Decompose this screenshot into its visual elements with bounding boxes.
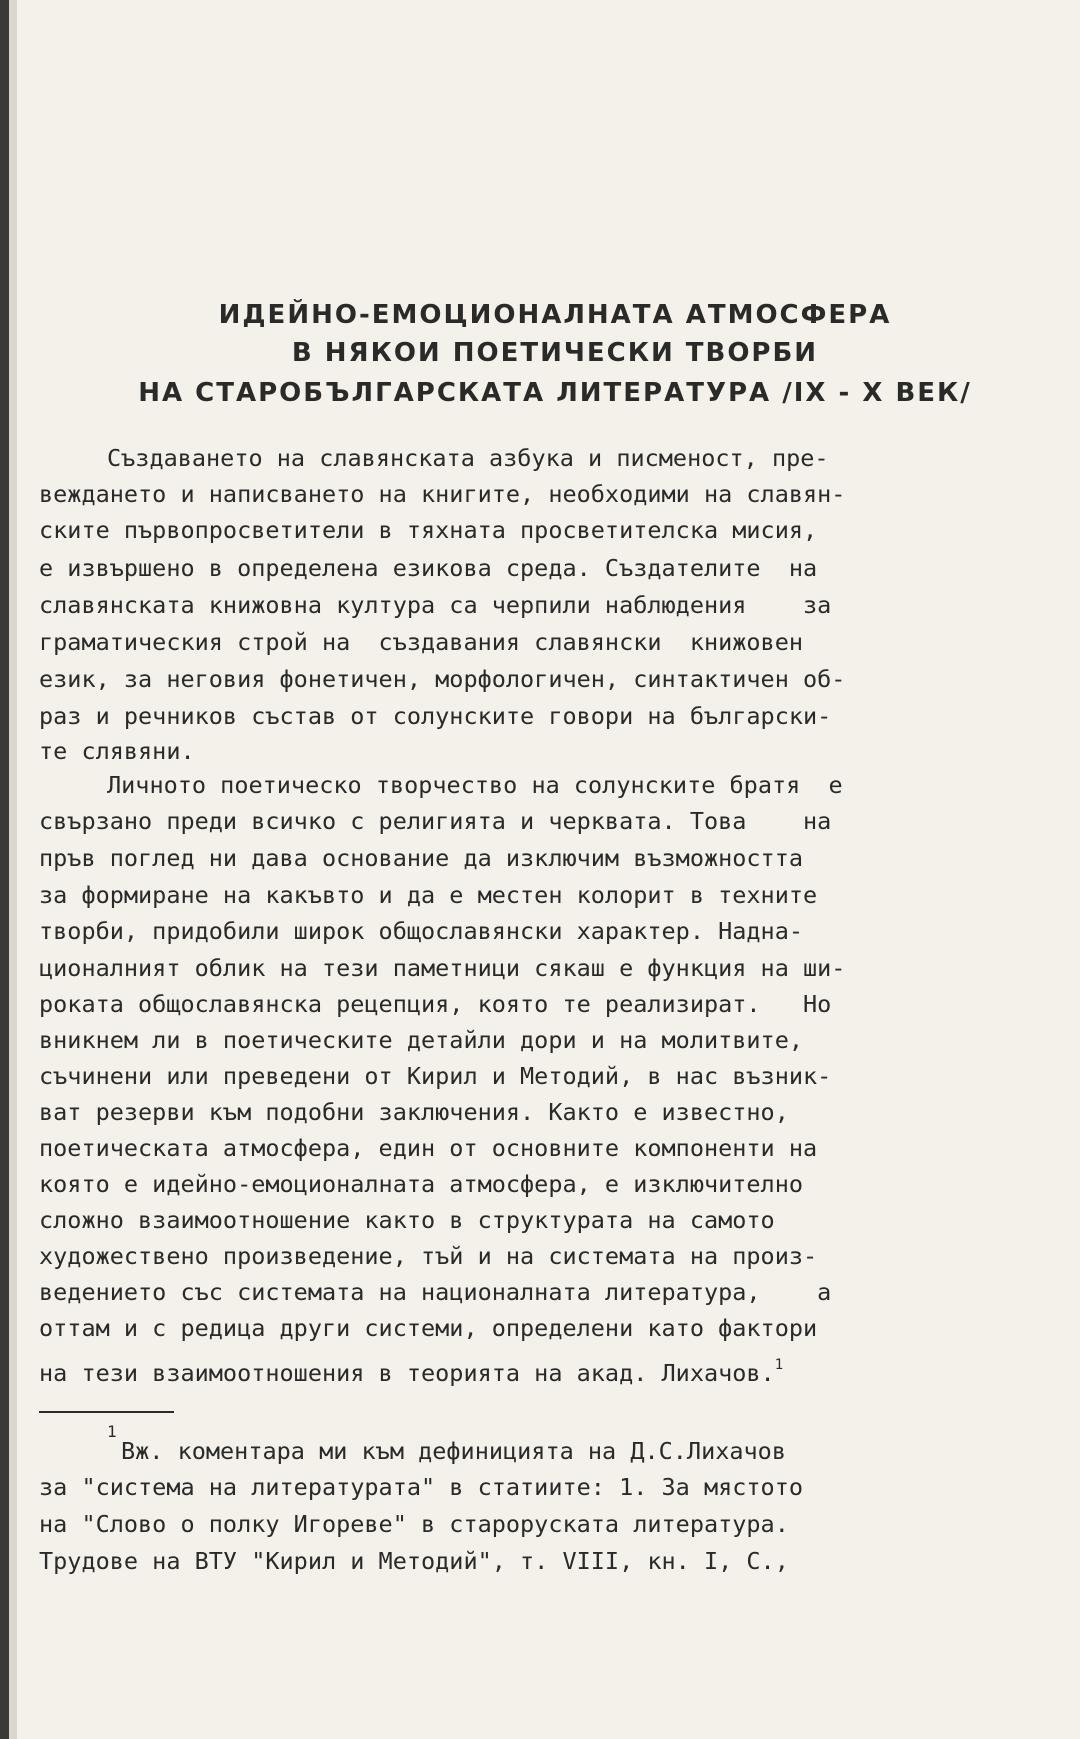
paragraph2-line: свързано преди всичко с религията и черквата. Това на xyxy=(39,807,832,835)
paragraph2-line: поетическата атмосфера, един от основните компоненти на xyxy=(39,1134,818,1162)
paragraph2-line: роката общославянска рецепция, която те реализират. Но xyxy=(39,990,832,1018)
footnote-line: Трудове на ВТУ "Кирил и Методий", т. VIII, кн. I, С., xyxy=(39,1547,789,1575)
title-line-2: В НЯКОИ ПОЕТИЧЕСКИ ТВОРБИ xyxy=(291,338,819,368)
paragraph1-line: Създаването на славянската азбука и писменост, пре- xyxy=(107,444,829,472)
footnote-marker: 1 xyxy=(107,1422,117,1441)
paragraph2-line: сложно взаимоотношение както в структурата на самото xyxy=(39,1206,775,1234)
paragraph2-line: Личното поетическо творчество на солунските братя е xyxy=(107,771,843,799)
paragraph2-line: която е идейно-емоционалната атмосфера, е изключително xyxy=(39,1170,804,1198)
page-gutter xyxy=(9,0,17,1739)
paragraph1-line: ските първопросветители в тяхната просветителска мисия, xyxy=(39,516,818,544)
paragraph1-line: славянската книжовна култура са черпили наблюдения за xyxy=(39,591,832,619)
paragraph2-line: творби, придобили широк общославянски характер. Надна- xyxy=(39,917,804,945)
paragraph2-last-line xyxy=(39,1350,783,1388)
paragraph2-line: художествено произведение, тъй и на системата на произ- xyxy=(39,1242,818,1270)
paragraph1-line: раз и речников състав от солунските говори на български- xyxy=(39,702,832,730)
paragraph2-line: ват резерви към подобни заключения. Както е известно, xyxy=(39,1098,789,1126)
footnote-divider xyxy=(39,1411,174,1413)
footnote-line: на "Слово о полку Игореве" в староруската литература. xyxy=(39,1510,789,1538)
footnote-line: Вж. коментара ми към дефиницията на Д.С.Лихачов xyxy=(121,1437,786,1465)
paragraph2-last-line-text: на тези взаимоотношения в теорията на акад. Лихачов. xyxy=(39,1359,775,1387)
paragraph2-line: ведението със системата на националната литература, а xyxy=(39,1278,832,1306)
paragraph2-line: оттам и с редица други системи, определени като фактори xyxy=(39,1314,818,1342)
paragraph1-line: е извършено в определена езикова среда. Създателите на xyxy=(39,554,818,582)
paragraph2-line: вникнем ли в поетическите детайли дори и на молитвите, xyxy=(39,1026,804,1054)
paragraph1-line: език, за неговия фонетичен, морфологичен, синтактичен об- xyxy=(39,665,846,693)
paragraph1-line: граматическия строй на създавания славянски книжовен xyxy=(39,628,804,656)
paragraph2-line: съчинени или преведени от Кирил и Методий, в нас възник- xyxy=(39,1062,832,1090)
title-line-1: ИДЕЙНО-ЕМОЦИОНАЛНАТА АТМОСФЕРА xyxy=(218,300,892,330)
title-line-3: НА СТАРОБЪЛГАРСКАТА ЛИТЕРАТУРА /IX - X ВЕК/ xyxy=(138,378,972,408)
paragraph1-line: веждането и написването на книгите, необходими на славян- xyxy=(39,480,846,508)
footnote-line: за "система на литературата" в статиите: 1. За мястото xyxy=(39,1473,804,1501)
footnote-reference[interactable]: 1 xyxy=(774,1357,784,1373)
paragraph2-line: ционалният облик на тези паметници сякаш е функция на ши- xyxy=(39,954,846,982)
paragraph1-line: те слявяни. xyxy=(39,737,195,765)
paragraph2-line: пръв поглед ни дава основание да изключим възможността xyxy=(39,844,804,872)
paragraph2-line: за формиране на какъвто и да е местен колорит в техните xyxy=(39,881,818,909)
book-spine-shadow xyxy=(0,0,9,1739)
